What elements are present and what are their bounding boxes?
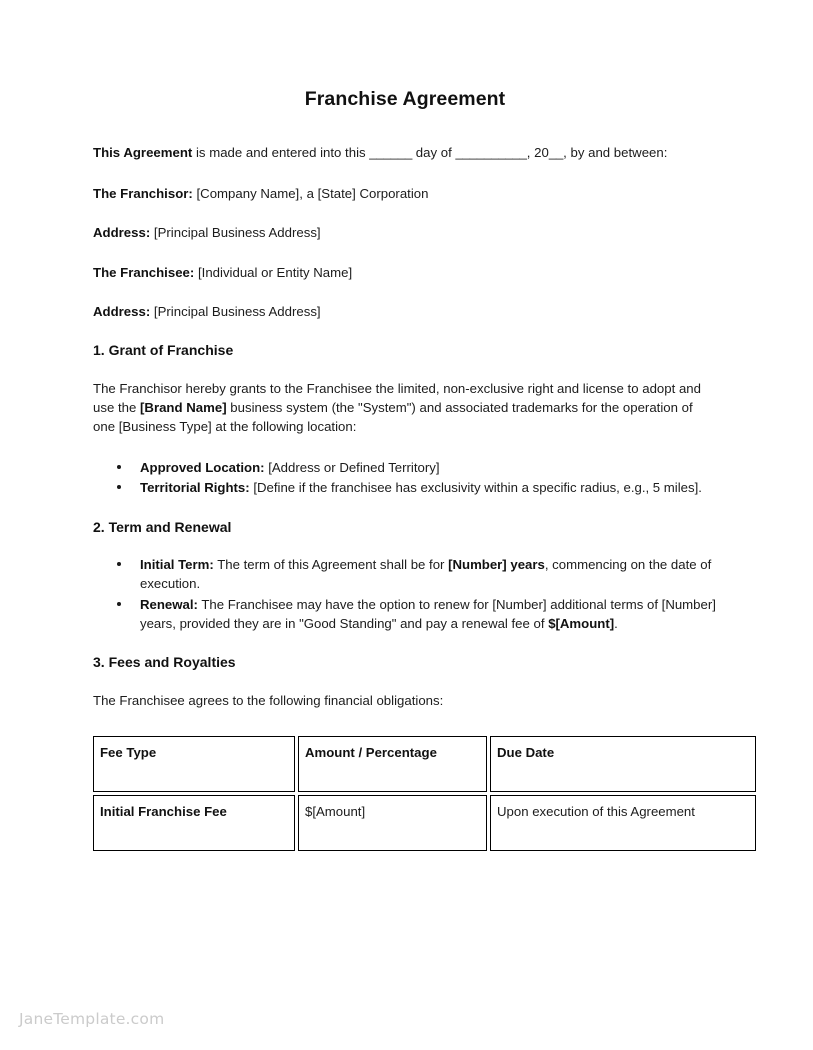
- intro-blank-month: __________: [455, 145, 527, 161]
- party-label: Address:: [93, 304, 151, 320]
- intro-paragraph: [93, 143, 717, 162]
- intro-text-3: , 20: [526, 145, 549, 161]
- intro-lead-bold: This Agreement: [93, 145, 193, 161]
- bullet-text: [Address or Defined Territory]: [264, 459, 440, 475]
- section-3-paragraph: The Franchisee agrees to the following financial obligations:: [93, 692, 444, 708]
- bullet-bold-amount: $[Amount]: [548, 616, 615, 632]
- table-cell-fee-type: Initial Franchise Fee: [93, 795, 295, 851]
- section-1-text-2: business system (the "System") and associated trademarks for the operation of one [Business Type] at the following location:: [93, 400, 693, 435]
- table-header-cell-due-date: Due Date: [490, 736, 756, 792]
- table-cell-due-date: Upon execution of this Agreement: [490, 795, 756, 851]
- fee-table: [90, 733, 759, 854]
- list-item: [93, 458, 717, 477]
- list-item: [93, 595, 717, 634]
- bullet-label: Approved Location:: [140, 459, 265, 475]
- bullet-text-1: The Franchisee may have the option to renew for [Number] additional terms of [Number] years, provided they are in "Good Standing" and pay a renewal fee of: [140, 596, 716, 632]
- list-item: [93, 555, 717, 594]
- party-franchisor: [93, 184, 717, 203]
- table-header-cell-amount-percentage: Amount / Percentage: [298, 736, 487, 792]
- table-header-row: [93, 736, 756, 792]
- list-item: [93, 478, 717, 497]
- section-1-bold-brand-name: [Brand Name]: [140, 400, 227, 416]
- table-cell-amount: $[Amount]: [298, 795, 487, 851]
- page-title: Franchise Agreement: [304, 88, 506, 110]
- bullet-label: Initial Term:: [140, 556, 214, 572]
- intro-text-2: day of: [412, 145, 456, 161]
- bullet-text: [Define if the franchisee has exclusivity within a specific radius, e.g., 5 miles].: [249, 480, 702, 496]
- section-heading-grant-of-franchise: 1. Grant of Franchise: [93, 342, 234, 359]
- party-label: Address:: [93, 225, 151, 241]
- bullet-label: Territorial Rights:: [140, 480, 250, 496]
- section-heading-term-and-renewal: 2. Term and Renewal: [93, 518, 232, 535]
- party-value: [Individual or Entity Name]: [194, 264, 353, 280]
- party-value: [Principal Business Address]: [150, 225, 321, 241]
- section-1-text-1: The Franchisor hereby grants to the Franchisee the limited, non-exclusive right and license to adopt and use the: [93, 380, 701, 416]
- table-row: [93, 795, 756, 851]
- section-heading-fees-and-royalties: 3. Fees and Royalties: [93, 654, 236, 671]
- bullet-label: Renewal:: [140, 596, 198, 612]
- intro-text-1: is made and entered into this: [192, 145, 370, 161]
- section-2-bullet-list: [93, 555, 717, 634]
- bullet-text-1: The term of this Agreement shall be for: [213, 556, 449, 572]
- party-label: The Franchisee:: [93, 264, 195, 280]
- party-value: [Company Name], a [State] Corporation: [192, 185, 429, 201]
- section-1-paragraph: [93, 379, 717, 437]
- party-franchisee-address: [93, 302, 717, 321]
- bullet-bold-term: [Number] years: [448, 556, 545, 572]
- party-value: [Principal Business Address]: [150, 304, 321, 320]
- bullet-text-2: , commencing on the date of execution.: [140, 556, 712, 592]
- intro-blank-day: ______: [369, 145, 413, 161]
- section-1-bullet-list: [93, 458, 717, 498]
- document-content: [93, 88, 717, 854]
- party-franchisor-address: [93, 223, 717, 242]
- party-label: The Franchisor:: [93, 185, 193, 201]
- watermark: JaneTemplate.com: [19, 1010, 165, 1028]
- intro-blank-year: __: [548, 145, 564, 161]
- bullet-text-2: .: [614, 616, 618, 632]
- table-header-cell-fee-type: Fee Type: [93, 736, 295, 792]
- party-franchisee: [93, 263, 717, 282]
- intro-text-4: , by and between:: [563, 145, 668, 161]
